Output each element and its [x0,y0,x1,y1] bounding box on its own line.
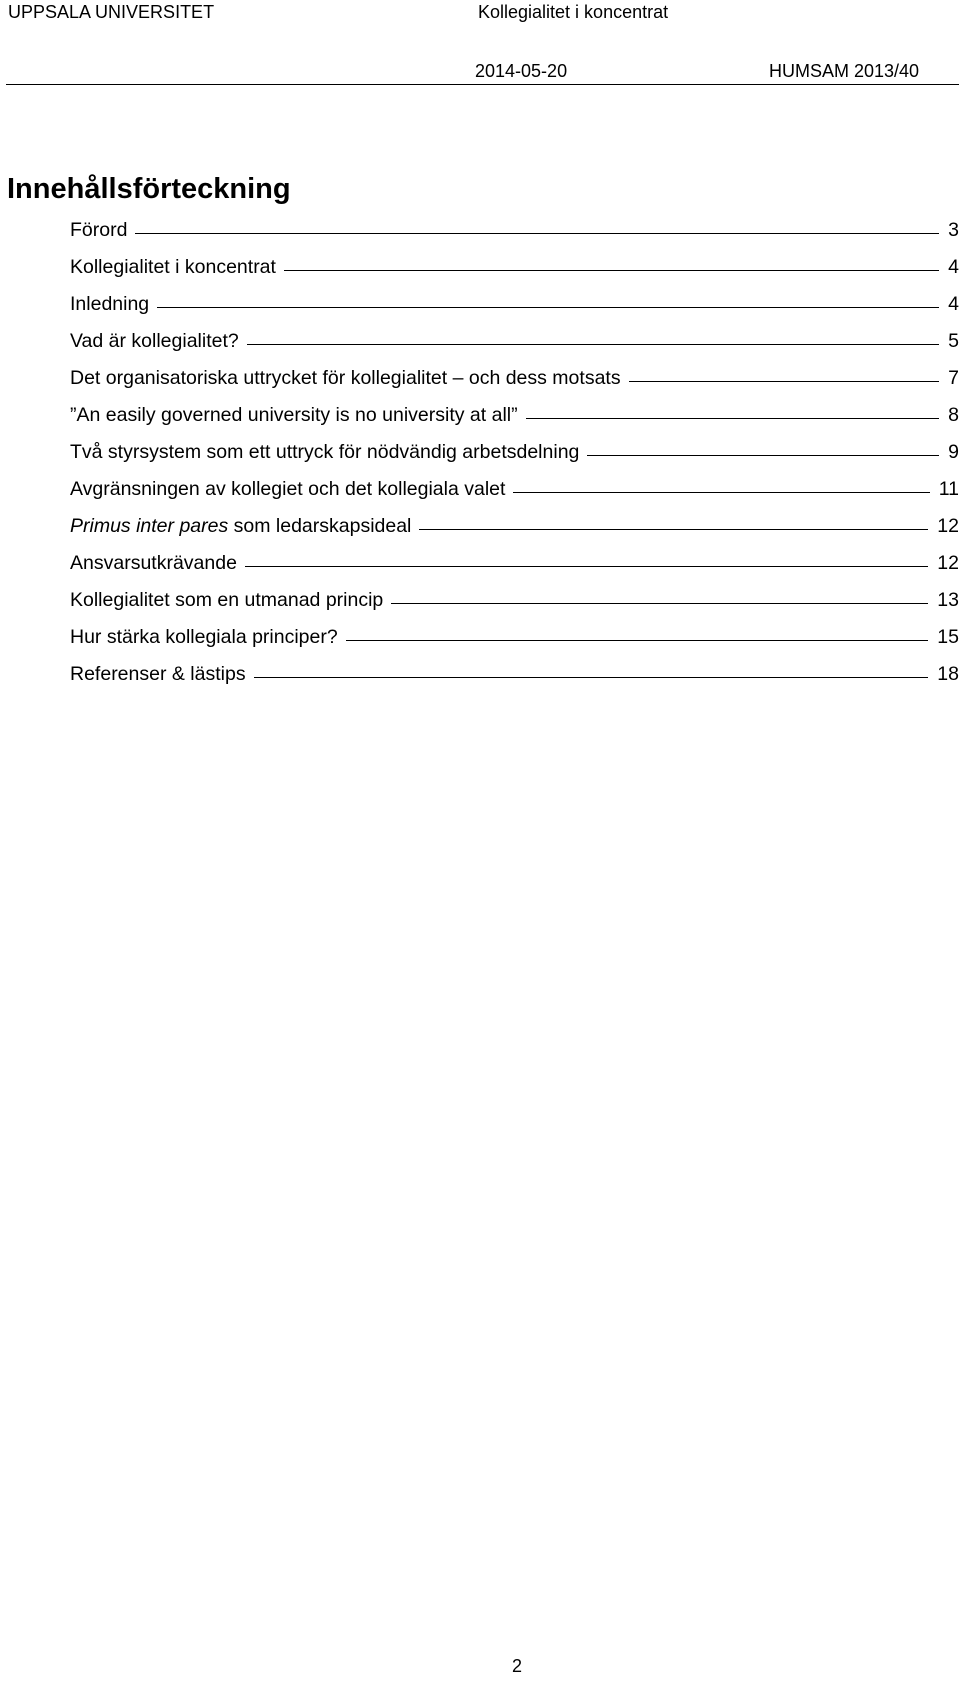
toc-entry-title: Hur stärka kollegiala principer? [70,626,338,648]
toc-entry-title: Det organisatoriska uttrycket för kollegialitet – och dess motsats [70,367,621,389]
toc-leader-line [526,418,940,419]
toc-leader-line [513,492,929,493]
toc-entry-title: Ansvarsutkrävande [70,552,237,574]
toc-leader-line [419,529,928,530]
toc-entry-page: 12 [937,552,959,574]
toc-entry-ansvarsutkravande[interactable] [70,551,959,588]
page-number: 2 [512,1656,523,1676]
toc-leader-line [254,677,929,678]
toc-entry-utmanad-princip[interactable] [70,588,959,625]
toc-entry-easily-governed[interactable] [70,403,959,440]
document-reference: HUMSAM 2013/40 [769,61,920,81]
university-name: UPPSALA UNIVERSITET [8,2,215,22]
toc-entry-forord[interactable] [70,218,959,255]
table-of-contents [70,218,959,699]
toc-leader-line [629,381,940,382]
toc-entry-page: 13 [937,589,959,611]
toc-entry-title: Referenser & lästips [70,663,246,685]
toc-entry-referenser[interactable] [70,662,959,699]
toc-entry-page: 3 [948,219,959,241]
toc-entry-tva-styrsystem[interactable] [70,440,959,477]
document-title: Kollegialitet i koncentrat [478,2,669,22]
toc-entry-title [70,514,411,538]
toc-entry-page: 5 [948,330,959,352]
toc-entry-starka-principer[interactable] [70,625,959,662]
toc-entry-vad-ar-kollegialitet[interactable] [70,329,959,366]
toc-entry-title: Två styrsystem som ett uttryck för nödvändig arbetsdelning [70,441,580,463]
page-header [0,0,960,88]
toc-entry-title-italic: Primus inter pares [70,515,229,537]
toc-entry-title: ”An easily governed university is no university at all” [70,404,518,426]
toc-entry-primus-inter-pares[interactable] [70,514,959,551]
toc-leader-line [346,640,929,641]
toc-leader-line [135,233,939,234]
toc-entry-title: Avgränsningen av kollegiet och det kollegiala valet [70,478,506,500]
toc-entry-page: 12 [937,515,959,537]
toc-entry-page: 4 [948,293,959,315]
toc-entry-title: Kollegialitet i koncentrat [70,256,276,278]
toc-entry-page: 7 [948,367,959,389]
header-divider [6,84,959,85]
toc-entry-page: 9 [948,441,959,463]
toc-entry-kollegialitet-i-koncentrat[interactable] [70,255,959,292]
toc-entry-title: Inledning [70,293,150,315]
toc-entry-page: 4 [948,256,959,278]
toc-entry-title: Vad är kollegialitet? [70,330,239,352]
toc-entry-inledning[interactable] [70,292,959,329]
toc-entry-title: Förord [70,219,128,241]
toc-entry-page: 18 [937,663,959,685]
toc-entry-page: 15 [937,626,959,648]
toc-heading: Innehållsförteckning [7,173,291,205]
document-date: 2014-05-20 [475,61,568,81]
toc-leader-line [391,603,928,604]
toc-entry-page: 8 [948,404,959,426]
toc-entry-title-rest: som ledarskapsideal [228,515,412,537]
toc-leader-line [284,270,939,271]
toc-leader-line [157,307,939,308]
toc-leader-line [587,455,939,456]
toc-entry-page: 11 [938,478,959,500]
toc-leader-line [245,566,928,567]
toc-entry-title: Kollegialitet som en utmanad princip [70,589,384,611]
toc-leader-line [247,344,939,345]
toc-entry-avgransningen[interactable] [70,477,959,514]
toc-entry-organisatoriska-uttrycket[interactable] [70,366,959,403]
